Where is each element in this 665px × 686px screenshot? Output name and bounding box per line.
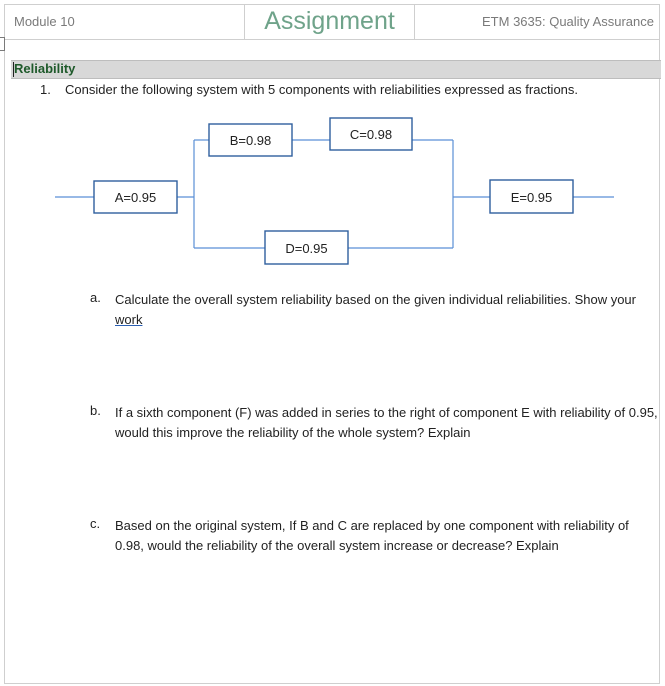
component-b-label: B=0.98: [229, 133, 272, 148]
component-d-label: D=0.95: [285, 241, 328, 256]
component-a-label: A=0.95: [114, 190, 157, 205]
part-a-text: [115, 290, 660, 329]
part-a-text-link: work: [115, 311, 143, 327]
part-b-text: If a sixth component (F) was added in series to the right of component E with reliability of 0.95, would this improve the reliability of the whole system? Explain: [115, 405, 658, 440]
part-a-letter: a.: [90, 290, 101, 305]
part-c-text: Based on the original system, If B and C are replaced by one component with reliability of 0.98, would the reliability of the overall system increase or decrease? Explain: [115, 518, 629, 553]
part-b-letter: b.: [90, 403, 101, 418]
reliability-block-diagram: [0, 0, 665, 300]
question-text: Consider the following system with 5 components with reliabilities expressed as fractions.: [65, 82, 579, 97]
component-e-label: E=0.95: [510, 190, 553, 205]
module-label: Module 10: [4, 4, 245, 40]
question-number: 1.: [40, 82, 51, 97]
part-c-letter: c.: [90, 516, 101, 531]
page-title: Assignment: [245, 4, 415, 40]
section-title[interactable]: Reliability: [14, 61, 76, 76]
part-a-text-main: Calculate the overall system reliability based on the given individual reliabilities. Show your: [115, 292, 636, 307]
course-label: ETM 3635: Quality Assurance: [415, 4, 660, 40]
component-c-label: C=0.98: [349, 127, 393, 142]
